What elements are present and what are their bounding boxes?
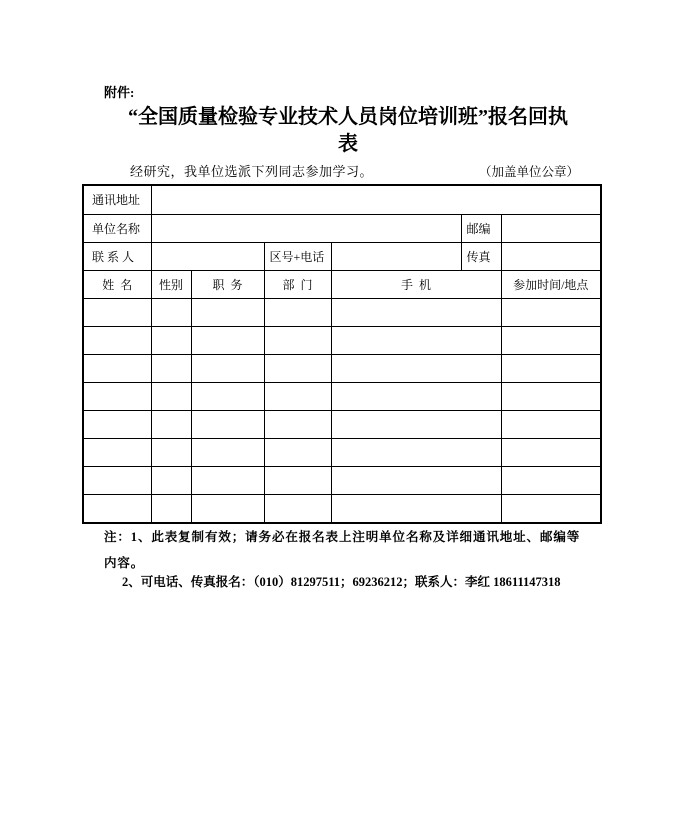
- unit-name-row: [83, 215, 601, 243]
- postcode-value: [501, 215, 601, 243]
- postcode-label: 邮编: [461, 215, 501, 243]
- attendee-department-cell: [264, 299, 331, 327]
- attendee-name-cell: [83, 495, 151, 524]
- contact-row: [83, 243, 601, 271]
- attendee-position-cell: [191, 495, 264, 524]
- attendee-position-cell: [191, 411, 264, 439]
- seal-note: （加盖单位公章）: [479, 165, 580, 179]
- attendee-gender-cell: [151, 383, 191, 411]
- attendee-position-cell: [191, 467, 264, 495]
- attendee-mobile-cell: [331, 383, 501, 411]
- column-header-time-place: 参加时间/地点: [501, 271, 601, 299]
- attendee-gender-cell: [151, 495, 191, 524]
- attendee-name-cell: [83, 439, 151, 467]
- attendee-header-row: [83, 271, 601, 299]
- attendee-gender-cell: [151, 411, 191, 439]
- phone-value: [331, 243, 461, 271]
- fax-value: [501, 243, 601, 271]
- attendee-time-place-cell: [501, 439, 601, 467]
- form-title-line1: “全国质量检验专业技术人员岗位培训班”报名回执: [128, 106, 568, 128]
- attendee-name-cell: [83, 327, 151, 355]
- attendee-name-cell: [83, 299, 151, 327]
- attendee-gender-cell: [151, 299, 191, 327]
- address-row: [83, 185, 601, 215]
- attendee-department-cell: [264, 411, 331, 439]
- attendee-department-cell: [264, 327, 331, 355]
- attendee-mobile-cell: [331, 327, 501, 355]
- column-header-mobile: 手 机: [331, 271, 501, 299]
- attendee-row: [83, 467, 601, 495]
- attendee-time-place-cell: [501, 467, 601, 495]
- attendee-row: [83, 495, 601, 524]
- unit-name-value: [151, 215, 461, 243]
- attendee-mobile-cell: [331, 299, 501, 327]
- attendee-time-place-cell: [501, 299, 601, 327]
- attendee-time-place-cell: [501, 355, 601, 383]
- attendee-gender-cell: [151, 355, 191, 383]
- attendee-department-cell: [264, 439, 331, 467]
- attendee-position-cell: [191, 327, 264, 355]
- attendee-department-cell: [264, 355, 331, 383]
- column-header-name: 姓 名: [83, 271, 151, 299]
- attendee-row: [83, 439, 601, 467]
- address-value: [151, 185, 601, 215]
- attendee-name-cell: [83, 355, 151, 383]
- attendee-time-place-cell: [501, 411, 601, 439]
- attendee-gender-cell: [151, 439, 191, 467]
- attendee-time-place-cell: [501, 383, 601, 411]
- attendee-name-cell: [83, 411, 151, 439]
- contact-value: [151, 243, 264, 271]
- attendee-position-cell: [191, 299, 264, 327]
- attendee-time-place-cell: [501, 327, 601, 355]
- attendee-gender-cell: [151, 327, 191, 355]
- attendee-department-cell: [264, 495, 331, 524]
- attendee-department-cell: [264, 383, 331, 411]
- contact-info-section: [83, 185, 601, 299]
- attendee-gender-cell: [151, 467, 191, 495]
- attendee-row: [83, 327, 601, 355]
- form-title-line2: 表: [338, 133, 358, 155]
- attendee-mobile-cell: [331, 411, 501, 439]
- unit-name-label: 单位名称: [83, 215, 151, 243]
- attendee-department-cell: [264, 467, 331, 495]
- attendee-position-cell: [191, 383, 264, 411]
- attendee-mobile-cell: [331, 439, 501, 467]
- attendee-position-cell: [191, 439, 264, 467]
- attendee-mobile-cell: [331, 495, 501, 524]
- attendee-mobile-cell: [331, 355, 501, 383]
- attendee-position-cell: [191, 355, 264, 383]
- intro-statement: 经研究，我单位选派下列同志参加学习。: [130, 164, 374, 179]
- attendee-row: [83, 355, 601, 383]
- column-header-department: 部 门: [264, 271, 331, 299]
- note1-line1: 注：1、此表复制有效；请务必在报名表上注明单位名称及详细通讯地址、邮编等: [104, 530, 581, 544]
- contact-label: 联 系 人: [83, 243, 151, 271]
- fax-label: 传真: [461, 243, 501, 271]
- attendee-row: [83, 411, 601, 439]
- address-label: 通讯地址: [83, 185, 151, 215]
- attendee-rows: [83, 299, 601, 524]
- column-header-gender: 性别: [151, 271, 191, 299]
- attendee-row: [83, 299, 601, 327]
- attendee-time-place-cell: [501, 495, 601, 524]
- attendee-name-cell: [83, 383, 151, 411]
- attendee-mobile-cell: [331, 467, 501, 495]
- registration-table: [82, 184, 602, 524]
- note2: 2、可电话、传真报名：（010）81297511；69236212；联系人：李红 18611147318: [122, 575, 561, 589]
- form-title: [110, 104, 586, 158]
- column-header-position: 职 务: [191, 271, 264, 299]
- attachment-label: 附件:: [104, 85, 135, 100]
- attendee-row: [83, 383, 601, 411]
- attendee-name-cell: [83, 467, 151, 495]
- note1-line2: 内容。: [104, 556, 145, 570]
- phone-label: 区号+电话: [264, 243, 331, 271]
